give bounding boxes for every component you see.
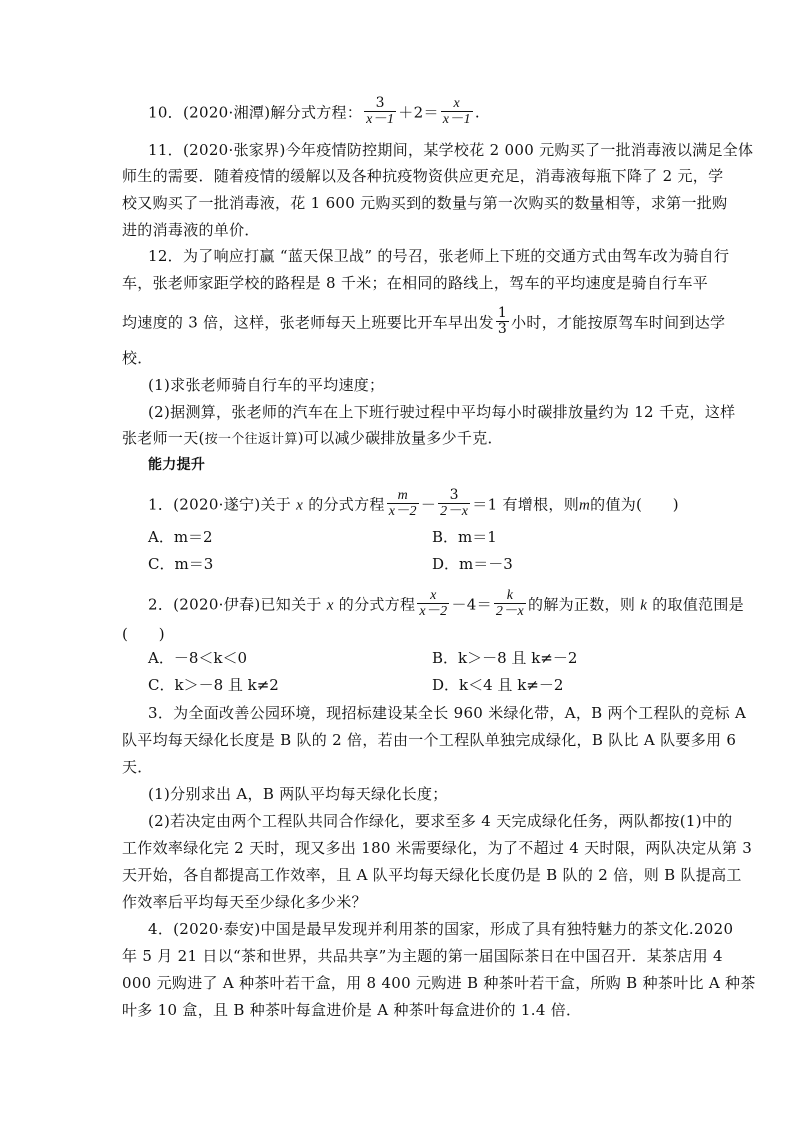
a3-line-7: 作效率后平均每天至少绿化多少米？ [122, 893, 367, 911]
q10-middle: ＋2＝ [398, 103, 439, 122]
a2-stem-c: 的解为正数，则 [528, 595, 641, 614]
a1-option-b: B．m＝1 [432, 528, 497, 546]
a1-stem-a: 1．(2020·遂宁)关于 [148, 495, 297, 514]
q12-sub-2b-note: 按一个往返计算 [204, 432, 298, 447]
q11-line-3: 校又购买了一批消毒液，花 1 600 元购买到的数量与第一次购买的数量相等，求第一批购 [122, 194, 728, 212]
fraction-numerator: k [506, 588, 514, 603]
q12-fraction [496, 306, 509, 337]
a3-line-5: 工作效率绿化完 2 天时，现又多出 180 米需要绿化，为了不超过 4 天时限，两队决定从第 3 [122, 839, 753, 857]
fraction-numerator: 3 [375, 95, 385, 111]
a2-option-d: D．k＜4 且 k≠－2 [432, 676, 564, 694]
variable-m: m [579, 497, 591, 514]
a2-option-c: C．k＞－8 且 k≠2 [148, 676, 279, 694]
q10-fraction-1 [364, 96, 396, 127]
section-heading: 能力提升 [148, 457, 206, 473]
q12-sub-2b-part-b: )可以减少碳排放量多少千克． [297, 429, 503, 447]
fraction-numerator: x [430, 588, 437, 603]
ability-question-2 [148, 588, 745, 621]
fraction-denominator: x－1 [366, 112, 395, 127]
a2-minus-four: －4＝ [451, 595, 492, 614]
a2-fraction-1 [417, 588, 449, 619]
q11-line-4: 进的消毒液的单价． [122, 221, 260, 239]
fraction-denominator: x－1 [442, 112, 471, 127]
a1-fraction-2 [438, 488, 470, 519]
a1-stem-c: ＝1 有增根，则 [472, 495, 579, 514]
a3-line-3: 天． [122, 758, 153, 776]
q12-line-4: 校． [122, 349, 153, 367]
a2-stem-d: 的取值范围是 [647, 595, 745, 614]
a1-minus: － [420, 495, 437, 514]
a2-option-b: B．k＞－8 且 k≠－2 [432, 649, 578, 667]
fraction-denominator: x－2 [388, 504, 417, 519]
q12-line-3-part-a: 均速度的 3 倍，这样，张老师每天上班要比开车早出发 [122, 313, 494, 332]
q10-text: 解分式方程： [270, 103, 363, 122]
a2-fraction-2 [494, 588, 526, 619]
variable-k: k [640, 597, 648, 614]
q12-sub-1: (1)求张老师骑自行车的平均速度； [148, 376, 385, 394]
q11-line-2: 师生的需要．随着疫情的缓解以及各种抗疫物资供应更充足，消毒液每瓶下降了 2 元，学 [122, 167, 724, 185]
a3-line-1: 3．为全面改善公园环境，现招标建设某全长 960 米绿化带，A，B 两个工程队的竞标 A [148, 704, 747, 722]
a2-stem-a: 2．(2020·伊春)已知关于 [148, 595, 327, 614]
fraction-denominator: x－2 [419, 604, 448, 619]
fraction-denominator: 2－x [440, 504, 469, 519]
q12-line-3-part-b: 小时，才能按原驾车时间到达学 [511, 313, 726, 332]
fraction-denominator: 3 [497, 321, 508, 337]
q10-end: . [474, 103, 480, 122]
variable-x: x [296, 497, 304, 514]
a3-sub-2: (2)若决定由两个工程队共同合作绿化，要求至多 4 天完成绿化任务，两队都按(1)中的 [148, 812, 733, 830]
a4-line-4: 叶多 10 盒，且 B 种茶叶每盒进价是 A 种茶叶每盒进价的 1.4 倍． [122, 1001, 582, 1019]
q12-sub-2: (2)据测算，张老师的汽车在上下班行驶过程中平均每小时碳排放量约为 12 千克，这样 [148, 403, 736, 421]
a4-line-3: 000 元购进了 A 种茶叶若干盒，用 8 400 元购进 B 种茶叶若干盒，所购 B 种茶叶比 A 种茶 [122, 974, 756, 992]
a2-option-a: A．－8＜k＜0 [148, 649, 248, 667]
a1-option-d: D．m＝－3 [432, 555, 513, 573]
a1-option-c: C．m＝3 [148, 555, 214, 573]
a1-option-a: A．m＝2 [148, 528, 213, 546]
q10-fraction-2 [441, 96, 473, 127]
a2-stem-b: 的分式方程 [333, 595, 416, 614]
ability-question-1 [148, 487, 708, 521]
fraction-numerator: 3 [449, 487, 459, 503]
a4-line-2: 年 5 月 21 日以“茶和世界，共品共享”为主题的第一届国际茶日在中国召开．某茶店用 4 [122, 947, 723, 965]
a2-answer-paren: ( ) [122, 625, 165, 643]
q12-line-1: 12．为了响应打赢 “蓝天保卫战” 的号召，张老师上下班的交通方式由驾车改为骑自行 [148, 247, 730, 265]
a3-sub-1: (1)分别求出 A，B 两队平均每天绿化长度； [148, 785, 448, 803]
q10-number: 10． [148, 103, 183, 122]
variable-x: x [326, 597, 334, 614]
fraction-numerator: 1 [497, 305, 508, 321]
a1-fraction-1 [387, 488, 419, 519]
a4-line-1: 4．(2020·泰安)中国是最早发现并利用茶的国家，形成了具有独特魅力的茶文化.2020 [148, 920, 734, 938]
q12-line-2: 车，张老师家距学校的路程是 8 千米；在相同的路线上，驾车的平均速度是骑自行车平 [122, 274, 709, 292]
q12-sub-2b-part-a: 张老师一天( [122, 429, 205, 447]
question-10 [148, 95, 708, 129]
q12-line-3 [122, 305, 726, 339]
fraction-denominator: 2－x [495, 604, 525, 619]
q10-source: (2020·湘潭) [183, 103, 271, 122]
a1-stem-b: 的分式方程 [303, 495, 385, 514]
a3-line-2: 队平均每天绿化长度是 B 队的 2 倍，若由一个工程队单独完成绿化，B 队比 A 队要多用 6 [122, 731, 737, 749]
q12-sub-2-continued [122, 428, 682, 450]
q11-line-1: 11．(2020·张家界)今年疫情防控期间，某学校花 2 000 元购买了一批消毒液以满足全体 [148, 141, 754, 159]
fraction-numerator: x [453, 96, 461, 111]
fraction-numerator: m [397, 488, 408, 503]
a3-line-6: 天开始，各自都提高工作效率，且 A 队平均每天绿化长度仍是 B 队的 2 倍，则 B 队提高工 [122, 866, 742, 884]
a1-stem-d: 的值为( ) [590, 495, 679, 514]
